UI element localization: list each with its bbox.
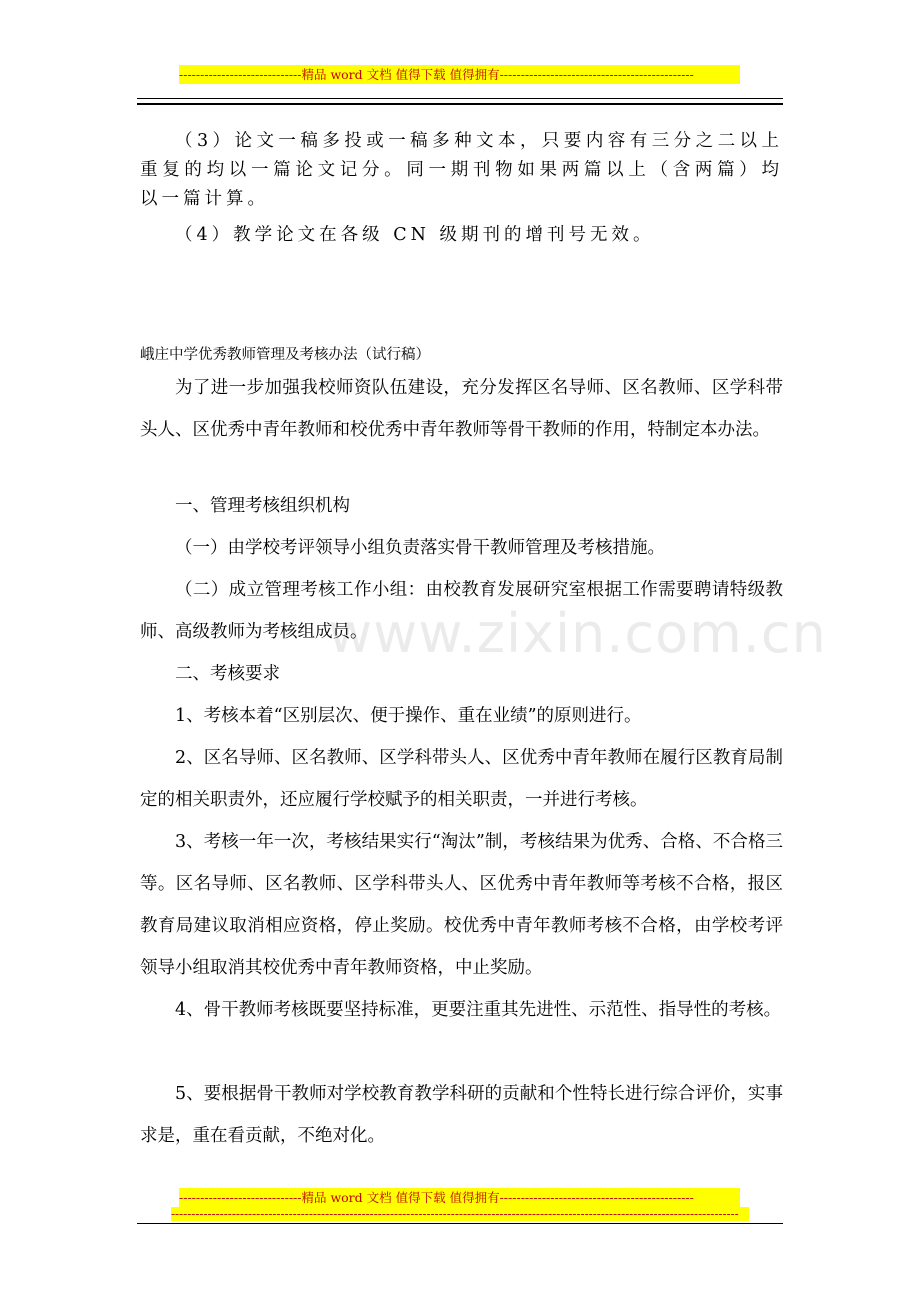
requirement-4: 4、骨干教师考核既要坚持标准，更要注重其先进性、示范性、指导性的考核。 [175, 1000, 782, 1020]
clause-1-1: （一）由学校考评领导小组负责落实骨干教师管理及考核措施。 [175, 538, 665, 558]
header-banner: -----------------------------精品 word 文档 值得下载 值得拥有---------------------------------------------- [179, 65, 740, 84]
section-heading-1: 一、管理考核组织机构 [175, 496, 350, 516]
footer-rule [137, 1223, 783, 1224]
header-rule [137, 98, 783, 99]
requirement-5: 5、要根据骨干教师对学校教育教学科研的贡献和个性特长进行综合评价，实事求是，重在看贡献，不绝对化。 [140, 1084, 783, 1146]
watermark: www.zixin.com.cn [328, 602, 827, 665]
requirement-3: 3、考核一年一次，考核结果实行“淘汰”制，考核结果为优秀、合格、不合格三等。区名导师、区名教师、区学科带头人、区优秀中青年教师等考核不合格，报区教育局建议取消相应资格，停止奖励。校优秀中青年教师考核不合格，由学校考评领导小组取消其校优秀中青年教师资格，中止奖励。 [140, 832, 783, 978]
clause-1-2: （二）成立管理考核工作小组：由校教育发展研究室根据工作需要聘请特级教师、高级教师为考核组成员。 [140, 580, 783, 642]
paragraph-item-3: （3）论文一稿多投或一稿多种文本，只要内容有三分之二以上重复的均以一篇论文记分。同一期刊物如果两篇以上（含两篇）均以一篇计算。 [140, 131, 783, 209]
header-rule-thick [137, 103, 783, 105]
requirement-1: 1、考核本着“区别层次、便于操作、重在业绩”的原则进行。 [175, 706, 642, 726]
footer-banner: -----------------------------精品 word 文档 值得下载 值得拥有---------------------------------------------- [179, 1188, 740, 1207]
intro-paragraph: 为了进一步加强我校师资队伍建设，充分发挥区名导师、区名教师、区学科带头人、区优秀中青年教师和校优秀中青年教师等骨干教师的作用，特制定本办法。 [140, 378, 783, 440]
requirement-2: 2、区名导师、区名教师、区学科带头人、区优秀中青年教师在履行区教育局制定的相关职责外，还应履行学校赋予的相关职责，一并进行考核。 [140, 748, 783, 810]
paragraph-item-4: （4）教学论文在各级 CN 级期刊的增刊号无效。 [175, 225, 655, 245]
document-title: 峨庄中学优秀教师管理及考核办法（试行稿） [140, 347, 430, 363]
footer-dash-line: -------------------------------------------------------------------------------------------------------------------------------------------- [171, 1207, 749, 1221]
section-heading-2: 二、考核要求 [175, 664, 280, 684]
